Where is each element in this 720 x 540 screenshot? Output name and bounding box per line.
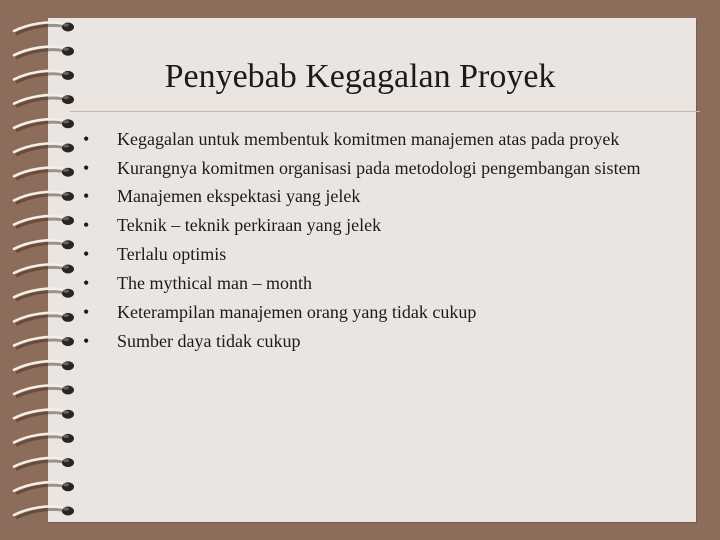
binding-ring	[14, 216, 74, 228]
binding-ring	[14, 313, 74, 325]
binding-ring	[14, 410, 74, 422]
list-item	[83, 300, 683, 324]
list-item	[83, 213, 683, 237]
bullet-dot-icon: •	[83, 273, 90, 293]
bullet-dot-icon: •	[83, 302, 90, 322]
bullet-text: Manajemen ekspektasi yang jelek	[117, 186, 361, 206]
list-item	[83, 184, 683, 208]
bullet-text: The mythical man – month	[117, 273, 312, 293]
binding-ring	[14, 385, 74, 397]
binding-ring	[14, 458, 74, 470]
binding-ring	[14, 482, 74, 494]
binding-ring	[14, 119, 74, 131]
binding-ring	[14, 289, 74, 301]
binding-ring	[14, 337, 74, 349]
bullet-text: Sumber daya tidak cukup	[117, 331, 301, 351]
bullet-text: Teknik – teknik perkiraan yang jelek	[117, 215, 382, 235]
bullet-dot-icon: •	[83, 129, 90, 149]
bullet-text: Kurangnya komitmen organisasi pada metodologi pengembangan sistem	[117, 158, 641, 178]
binding-ring	[14, 47, 74, 59]
binding-ring	[14, 506, 74, 518]
bullet-dot-icon: •	[83, 215, 90, 235]
list-item	[83, 127, 683, 151]
bullet-dot-icon: •	[83, 244, 90, 264]
bullet-list	[83, 127, 683, 358]
list-item	[83, 329, 683, 353]
binding-ring	[14, 95, 74, 107]
list-item	[83, 242, 683, 266]
bullet-text: Keterampilan manajemen orang yang tidak cukup	[117, 302, 477, 322]
bullet-text: Kegagalan untuk membentuk komitmen manajemen atas pada proyek	[117, 129, 620, 149]
binding-ring	[14, 434, 74, 446]
binding-ring	[14, 361, 74, 373]
binding-ring	[14, 264, 74, 276]
bullet-dot-icon: •	[83, 158, 90, 178]
list-item	[83, 156, 683, 180]
bullet-text: Terlalu optimis	[117, 244, 227, 264]
bullet-dot-icon: •	[83, 331, 90, 351]
title-divider	[70, 111, 700, 112]
binding-ring	[14, 22, 74, 34]
list-item	[83, 271, 683, 295]
bullet-dot-icon: •	[83, 186, 90, 206]
binding-ring	[14, 192, 74, 204]
binding-ring	[14, 240, 74, 252]
binding-ring	[14, 143, 74, 155]
binding-ring	[14, 168, 74, 180]
slide-title: Penyebab Kegagalan Proyek	[164, 58, 556, 95]
